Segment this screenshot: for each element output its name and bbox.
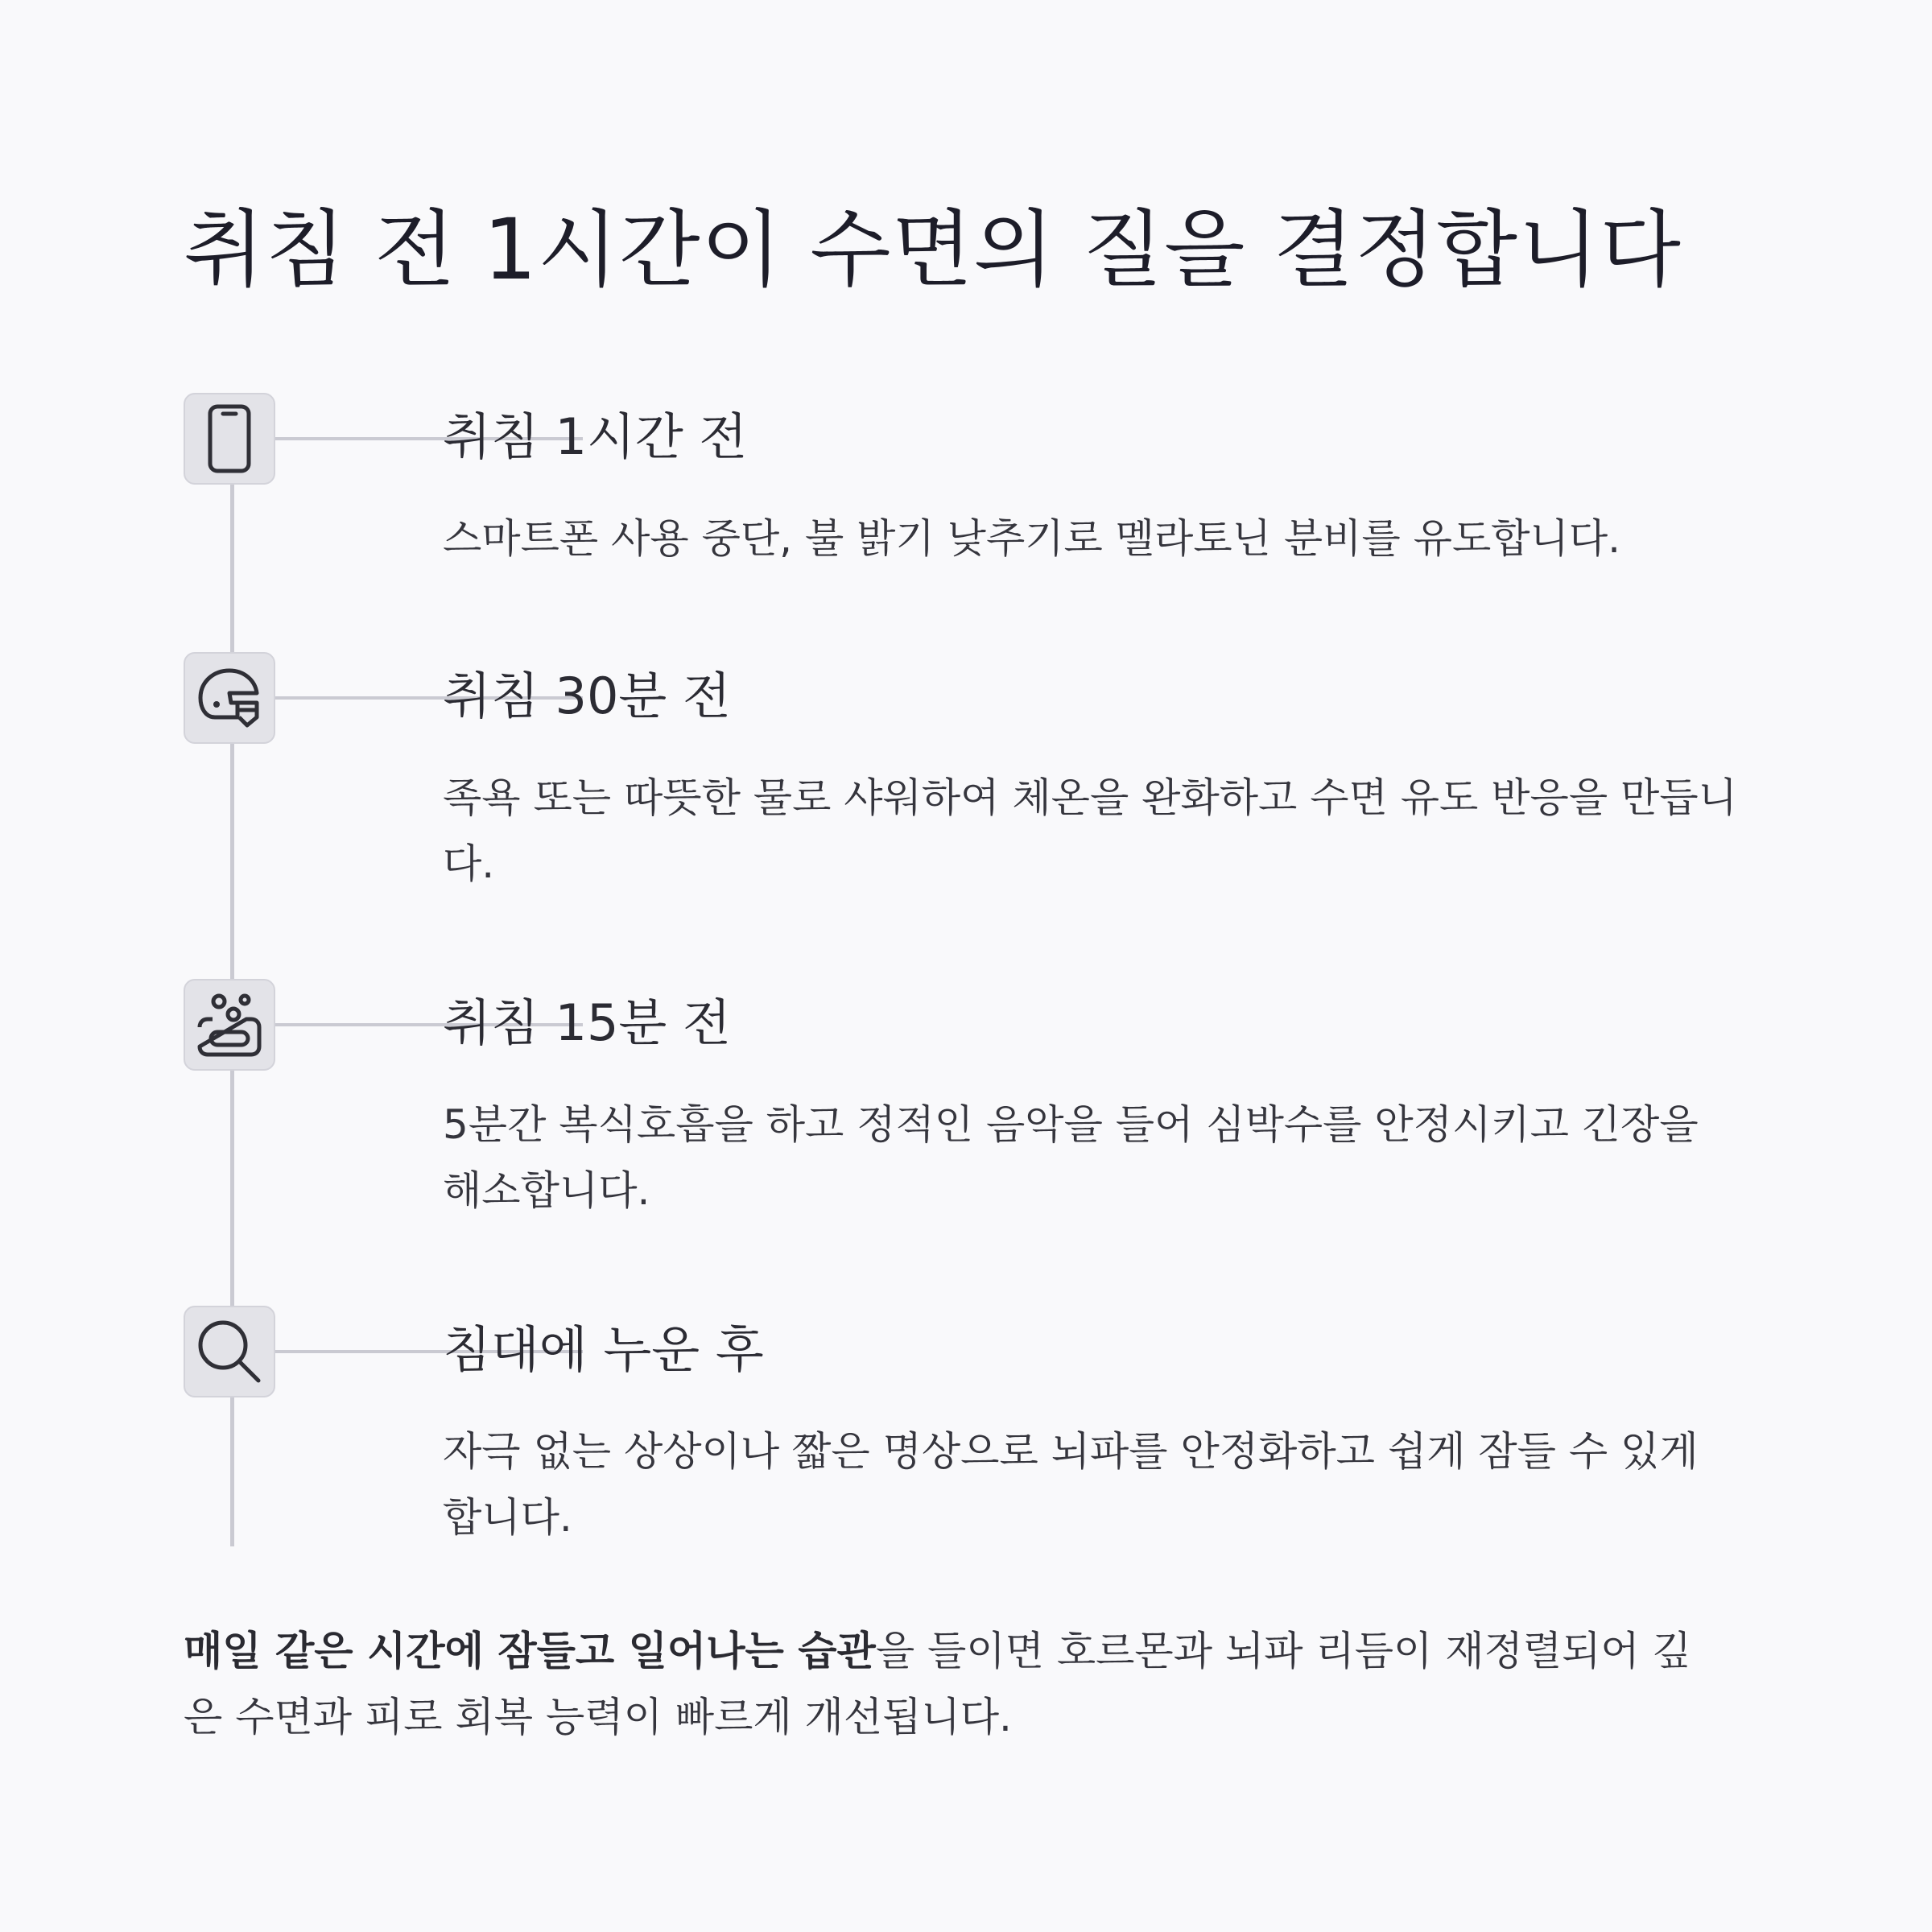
step-title: 취침 30분 전 <box>443 667 731 725</box>
summary-highlight: 매일 같은 시간에 잠들고 일어나는 습관 <box>184 1628 876 1674</box>
summary-text <box>184 1618 1713 1750</box>
timeline <box>184 393 1753 1552</box>
step-title: 침대에 누운 후 <box>443 1320 764 1379</box>
step-description: 족욕 또는 따뜻한 물로 샤워하여 체온을 완화하고 수면 유도 반응을 만듭니다. <box>443 774 1737 887</box>
summary-rest: 을 들이면 호르몬과 뇌파 리듬이 재정렬되어 깊은 수면과 피로 회복 능력이 빠르게 개선됩니다. <box>184 1628 1691 1740</box>
search-icon <box>184 1306 275 1397</box>
step-description: 자극 없는 상상이나 짧은 명상으로 뇌파를 안정화하고 쉽게 잠들 수 있게 합니다. <box>443 1428 1699 1541</box>
step-title: 취침 1시간 전 <box>443 407 748 466</box>
helmet-icon <box>184 652 275 744</box>
step-description: 5분간 복식호흡을 하고 정적인 음악을 들어 심박수를 안정시키고 긴장을 해소합니다. <box>443 1101 1699 1214</box>
bath-icon <box>184 979 275 1071</box>
smartphone-icon <box>184 393 275 485</box>
page-title: 취침 전 1시간이 수면의 질을 결정합니다 <box>184 200 1682 299</box>
step-title: 취침 15분 전 <box>443 993 731 1052</box>
page <box>184 193 1753 1740</box>
step-description: 스마트폰 사용 중단, 불 밝기 낮추기로 멜라토닌 분비를 유도합니다. <box>443 515 1621 562</box>
